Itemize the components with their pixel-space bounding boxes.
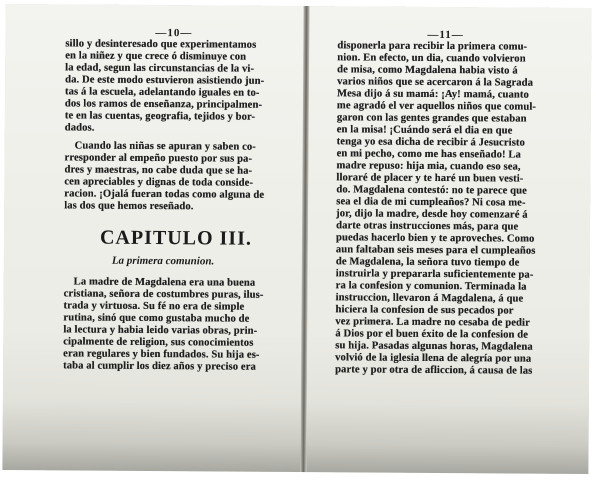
text-line: dos los ramos de enseñanza, principalmen- <box>64 98 263 111</box>
text-line: taba al cumplir los diez años y preciso era <box>63 360 256 373</box>
text-line: vez primera. La madre no cesaba de pedir <box>335 316 530 329</box>
text-line: me agradó el ver aquellos niños que comul- <box>336 100 537 113</box>
text-line: trada y virtuosa. Su fé no era de simple <box>63 300 245 313</box>
text-line: en la niñez y que crece ó disminuye con <box>65 50 247 63</box>
text-line: cen apreciables y dignas de toda conside- <box>64 176 254 189</box>
text-line: hiciera la confesion de sus pecados por <box>335 304 514 317</box>
text-line: do. Magdalena contestó: no te parece que <box>336 184 528 197</box>
text-line: madre repuso: hija mia, cuando eso sea, <box>336 160 521 173</box>
text-line: jor, dijo la madre, desde hoy comenzaré á <box>336 208 528 221</box>
text-line: garon con las gentes grandes que estaban <box>336 112 527 125</box>
text-line: á Dios por el buen éxito de la confesion de <box>335 328 529 341</box>
text-line: dados. <box>64 122 95 134</box>
text-line: instruccion, llevaron á Magdalena, á que <box>335 292 524 305</box>
text-line: sea el dia de mi cumpleaños? Ni cosa me- <box>336 196 526 209</box>
text-line: Mesa dijo á su mamá: ¡Ay! mamá, cuanto <box>336 88 529 101</box>
text-line: tas á la escuela, adelantando iguales en to- <box>64 86 260 99</box>
text-line: las dos que hemos reseñado. <box>64 200 194 213</box>
text-line: darte otras instrucciones más, para que <box>336 220 519 233</box>
text-line: volvió de la iglesia llena de alegría por una <box>335 352 532 365</box>
text-line: Cuando las niñas se apuran y saben co- <box>74 140 256 153</box>
text-line: parte y por otra de afliccion, á causa de las <box>335 364 533 377</box>
page-number-right: —11— <box>427 28 464 42</box>
text-line: rutina, sinó que como gustaba mucho de <box>63 312 250 325</box>
text-line: La madre de Magdalena era una buena <box>73 276 256 289</box>
text-line: racion. ¡Ojalá fueran todas como alguna de <box>64 188 265 201</box>
chapter-subtitle: La primera comunion. <box>111 254 215 268</box>
text-line: la lectura y habia leido varias obras, prin- <box>63 324 258 337</box>
page-number-left: —10— <box>155 27 193 40</box>
text-line: nion. En efecto, un dia, cuando volvieron <box>337 52 526 65</box>
text-line: la edad, segun las circunstancias de la vi- <box>65 62 255 75</box>
text-line: de misa, como Magdalena habia visto á <box>337 64 518 77</box>
chapter-title: CAPITULO III. <box>99 226 252 250</box>
text-line: da. De este modo estuvieron asistiendo jun- <box>65 74 265 87</box>
text-line: dres y maestras, no cabe duda que se ha- <box>64 164 253 177</box>
text-line: rresponder al empeño puesto por sus pa- <box>64 152 253 165</box>
text-line: tenga yo esa dicha de recibir á Jesucristo <box>336 136 526 149</box>
text-line: sillo y desinteresado que experimentamos <box>65 38 257 51</box>
text-line: disponerla para recibir la primera comu- <box>337 40 528 53</box>
text-line: cipalmente de religion, sus conocimientos <box>63 336 254 349</box>
text-line: te en las cuentas, geografia, tejidos y bor- <box>64 110 256 123</box>
text-line: varios niños que se acercaron á la Sagrada <box>337 76 534 89</box>
page-wear-shadow <box>2 400 300 472</box>
text-line: lloraré de placer y te haré un buen vesti- <box>336 172 524 185</box>
book-spread <box>2 4 591 474</box>
text-line: en la misa! ¡Cuándo será el dia en que <box>336 124 513 137</box>
text-line: aun faltaban seis meses para el cumpleaños <box>335 244 536 257</box>
page-wear-shadow <box>306 402 588 474</box>
text-line: eran regulares y bien fundados. Su hija es- <box>63 348 260 361</box>
text-line: instruirla y prepararla suficientemente pa- <box>335 268 534 281</box>
text-line: puedas hacerlo bien y te aproveches. Como <box>335 232 535 245</box>
text-line: en mi pecho, como me has enseñado! La <box>336 148 522 161</box>
text-line: ra la confesion y comunion. Terminada la <box>335 280 527 293</box>
text-line: cristiana, señora de costumbres puras, ilus- <box>63 288 264 301</box>
text-line: su hija. Pasadas algunas horas, Magdalena <box>335 340 533 353</box>
text-line: de Magdalena, la señora tuvo tiempo de <box>335 256 520 269</box>
